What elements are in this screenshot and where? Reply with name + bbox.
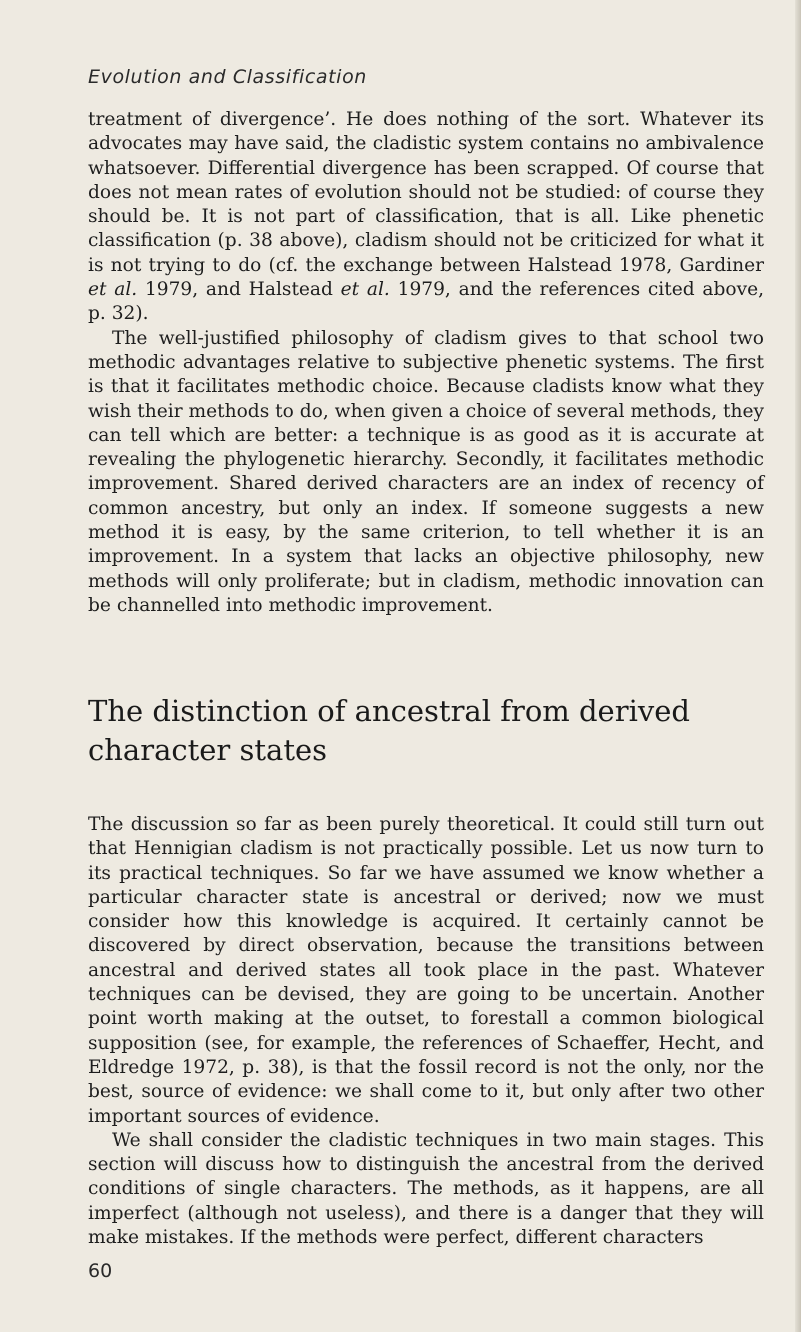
paragraph: The well-justified philosophy of cladism gives to that school two methodic advantages relative to subjective phenetic systems. The first is that it facilitates methodic choice. Because cladists know what they wish their methods to do, when given a choice of several methods, they can tell which are better: a technique is as good as it is accurate at revealing the phylogenetic hierarchy. Secondly, it facilitates methodic improvement. Shared derived characters are an index of recency of common ancestry, but only an index. If someone suggests a new method it is easy, by the same criterion, to tell whether it is an improvement. In a system that lacks an objective philosophy, new methods will only proliferate; but in cladism, methodic innovation can be channelled into methodic improvement.: [88, 327, 764, 616]
body-text-block-2: [88, 813, 764, 1250]
paragraph-text: treatment of divergence’. He does nothing of the sort. Whatever its advocates may have said, the cladistic system contains no ambivalence whatsoever. Differential divergence has been scrapped. Of course that does not mean rates of evolution should not be studied: of course they should be. It is not part of classification, that is all. Like phenetic classification (p. 38 above), cladism should not be criticized for what it is not trying to do (cf. the exchange between Halstead 1978, Gardiner: [88, 109, 764, 276]
paragraph-text: 1979, and Halstead: [137, 279, 341, 301]
italic-et-al: et al.: [88, 279, 138, 301]
paragraph-text: 1979, and the references cited above, p. 32).: [88, 279, 764, 325]
page-number: 60: [88, 1260, 113, 1282]
running-head: Evolution and Classification: [88, 66, 367, 88]
paragraph: The discussion so far as been purely theoretical. It could still turn out that Hennigian cladism is not practically possible. Let us now turn to its practical techniques. So far we have assumed we know whether a particular character state is ancestral or derived; now we must consider how this knowledge is acquired. It certainly cannot be discovered by direct observation, because the transitions between ancestral and derived states all took place in the past. Whatever techniques can be devised, they are going to be uncertain. Another point worth making at the outset, to forestall a common biological supposition (see, for example, the references of Schaeffer, Hecht, and Eldredge 1972, p. 38), is that the fossil record is not the only, nor the best, source of evidence: we shall come to it, but only after two other important sources of evidence.: [88, 814, 764, 1127]
italic-et-al: et al.: [340, 279, 390, 301]
paragraph: We shall consider the cladistic techniques in two main stages. This section will discuss how to distinguish the ancestral from the derived conditions of single characters. The methods, as it happens, are all imperfect (although not useless), and there is a danger that they will make mistakes. If the methods were perfect, different characters: [88, 1129, 764, 1249]
section-heading: The distinction of ancestral from derived character states: [88, 694, 690, 767]
paragraph: [88, 108, 764, 327]
body-text-block-1: [88, 108, 764, 618]
page-edge-shadow: [795, 0, 801, 1332]
